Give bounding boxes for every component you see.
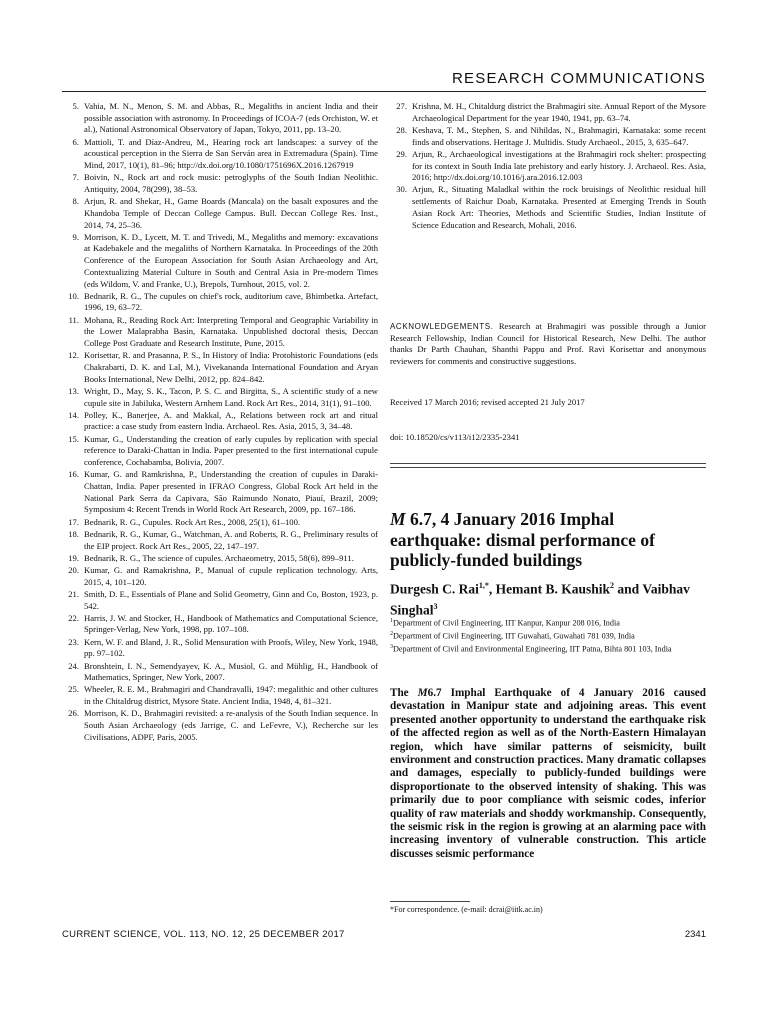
reference-number: 27. — [396, 101, 407, 111]
reference-text: Arjun, R., Situating Maladkal within the rock bruisings of Neolithic residual hill settlements of Raichur Doab, Karnataka. Presented at Emerging Trends in South Asian Rock Art: Theories, Methods and Scientific Studies, Indian Institute of Science Education and Research, Mohali, 2016. — [412, 184, 706, 230]
reference-text: Bednarik, R. G., Kumar, G., Watchman, A. and Roberts, R. G., Preliminary results of the EIP project. Rock Art Res., 2005, 22, 147–197. — [84, 528, 378, 551]
reference-number: 22. — [68, 612, 79, 623]
reference-text: Mattioli, T. and Díaz-Andreu, M., Hearing rock art landscapes: a survey of the acoustical perception in the Sierra de San Serván area in Extremadura (Spain). Time Mind, 2017, 10(1), 81–96; http://dx.doi.org/10.1080/1751696X.2016.1267919 — [84, 136, 378, 171]
reference-text: Krishna, M. H., Chitaldurg district the Brahmagiri site. Annual Report of the Mysore Archaeological Department for the year 1940, 1941, pp. 63–74. — [412, 101, 706, 123]
reference-item — [390, 149, 706, 184]
reference-number: 30. — [396, 184, 407, 195]
reference-item — [62, 708, 378, 743]
acknowledgements-heading: ACKNOWLEDGEMENTS. — [390, 322, 494, 331]
reference-item — [62, 589, 378, 612]
article-title: M 6.7, 4 January 2016 Imphal earthquake: dismal performance of publicly-funded buildings — [390, 509, 655, 570]
reference-number: 18. — [68, 528, 79, 539]
reference-number: 24. — [68, 660, 79, 671]
reference-text: Bednarik, R. G., The cupules on chief's rock, auditorium cave, Bhimbetka. Artefact, 1996, 19, 63–72. — [84, 290, 378, 313]
references-left-column — [62, 101, 378, 744]
separator-rule — [390, 463, 706, 464]
reference-text: Boivin, N., Rock art and rock music: petroglyphs of the South Indian Neolithic. Antiquity, 2004, 78(299), 38–53. — [84, 172, 378, 194]
reference-text: Kern, W. F. and Bland, J. R., Solid Mensuration with Proofs, Wiley, New York, 1948, pp. 97–102. — [84, 636, 378, 659]
reference-text: Morrison, K. D., Brahmagiri revisited: a re-analysis of the South Indian sequence. In South Asian Archaeology (eds Jarrige, C. and LeFevre, V.), Recherche sur les Civilisations, ADPF, Paris, 2005. — [84, 708, 378, 742]
reference-item — [62, 101, 378, 136]
reference-item — [62, 410, 378, 433]
doi-line: doi: 10.18520/cs/v113/i12/2335-2341 — [390, 432, 520, 442]
reference-number: 17. — [68, 516, 79, 527]
reference-number: 11. — [68, 314, 79, 325]
article-abstract: The M6.7 Imphal Earthquake of 4 January 2016 caused devastation in Manipur state and adjoining areas. This event presented another opportunity to understand the earthquake risk of the affected region as well as of the North-Eastern Himalayan region, which have similar patterns of seismicity, built environment and construction practices. Many dramatic collapses and damages, especially to publicly-funded buildings were disproportionate to the observed intensity of shaking. This was primarily due to poor compliance with seismic codes, inferior quality of raw materials and shoddy workmanship. Consequently, the seismic risk in the region is growing at an alarming pace with increasing inventory of vulnerable construction. This article discusses seismic performance — [390, 687, 706, 860]
received-date: Received 17 March 2016; revised accepted 21 July 2017 — [390, 397, 585, 407]
reference-item — [62, 137, 378, 172]
reference-item — [62, 637, 378, 660]
reference-text: Morrison, K. D., Lycett, M. T. and Trivedi, M., Megaliths and memory: excavations at Kadebakele and the megaliths of Northern Karnataka. In Proceedings of the 20th Conference of the European Association for South Asian Archaeology and Art, Contextualizing Material Culture in South and Central Asia in Pre-modern Times (eds Wildom, V. and Franke, U.), Brepols, Turnhout, 2015, vol. 2. — [84, 231, 378, 289]
reference-number: 15. — [68, 433, 79, 444]
reference-text: Bednarik, R. G., Cupules. Rock Art Res., 2008, 25(1), 61–100. — [84, 516, 301, 527]
reference-text: Wright, D., May, S. K., Tacon, P. S. C. and Birgitta, S., A scientific study of a new cupule site in Jabiluka, Western Arnhem Land. Rock Art Res., 2014, 31(1), 91–100. — [84, 385, 378, 408]
reference-item — [62, 613, 378, 636]
reference-item — [62, 386, 378, 409]
reference-number: 26. — [68, 708, 79, 719]
reference-text: Keshava, T. M., Stephen, S. and Nihildas, N., Brahmagiri, Karnataka: some recent finds and observations. Heritage J. Multidis. Study Archaeol., 2015, 3, 635–647. — [412, 124, 706, 147]
reference-number: 8. — [72, 196, 79, 207]
reference-number: 20. — [68, 564, 79, 575]
references-right-column — [390, 101, 706, 232]
reference-number: 5. — [72, 101, 79, 111]
reference-text: Kumar, G., Understanding the creation of early cupules by replication with special reference to Daraki-Chattan in India. Paper presented to the first international cupule conference, Cochabamba, Bolivia, 2007. — [84, 433, 378, 468]
reference-text: Arjun, R., Archaeological investigations at the Brahmagiri rock shelter: prospecting for its context in South India late prehistory and early history. J. Archaeol. Res. Asia, 2016; http://dx.doi.org/10.1016/j.ara.2016.12.003 — [412, 148, 706, 183]
reference-item — [62, 517, 378, 529]
reference-item — [62, 434, 378, 469]
article-affiliations — [390, 616, 706, 655]
reference-item — [62, 469, 378, 516]
reference-text: Korisettar, R. and Prasanna, P. S., In History of India: Protohistoric Foundations (eds Chakrabarti, D. K. and Lal, M.), Vivekananda International Foundation and Aryan Books International, New Delhi, 2012, pp. 824–842. — [84, 350, 378, 384]
correspondence-footnote: *For correspondence. (e-mail: dcrai@iitk.ac.in) — [390, 905, 543, 914]
reference-item — [62, 232, 378, 291]
header-rule — [62, 91, 706, 92]
reference-number: 23. — [68, 636, 79, 647]
reference-item — [62, 529, 378, 552]
reference-number: 14. — [68, 409, 79, 420]
reference-item — [390, 125, 706, 148]
reference-text: Wheeler, R. E. M., Brahmagiri and Chandravalli, 1947: megalithic and other cultures in the Chitaldrug district, Mysore State. Ancient India, 1948, 4, 81–321. — [84, 684, 378, 707]
reference-text: Bednarik, R. G., The science of cupules. Archaeometry, 2015, 58(6), 899–911. — [84, 552, 354, 563]
reference-item — [62, 196, 378, 231]
reference-item — [390, 184, 706, 231]
acknowledgements — [390, 321, 706, 368]
reference-item — [62, 172, 378, 195]
reference-text: Kumar, G. and Ramakrishna, P., Manual of cupule replication technology. Arts, 2015, 4, 101–120. — [84, 564, 378, 587]
reference-text: Arjun, R. and Shekar, H., Game Boards (Mancala) on the basalt exposures and the Khandoba Temple of Deccan College Campus. Bull. Deccan College Res. Inst., 2014, 74, 25–36. — [84, 196, 378, 230]
reference-text: Vahia, M. N., Menon, S. M. and Abbas, R., Megaliths in ancient India and their possible association with astronomy. In Proceedings of ICOA-7 (eds Orchiston, W. et al.), National Astronomical Observatory of Japan, Tokyo, 2011, pp. 13–20. — [84, 101, 378, 135]
reference-item — [62, 565, 378, 588]
reference-number: 16. — [68, 469, 79, 480]
affiliation-line: $^2$Department of Civil Engineering, IIT Guwahati, Guwahati 781 039, India — [390, 630, 635, 641]
article-authors: Durgesh C. Rai$^{1,*}$, Hemant B. Kaushik$^2$ and Vaibhav Singhal$^3$ — [390, 581, 690, 618]
affiliation-line: $^1$Department of Civil Engineering, IIT Kanpur, Kanpur 208 016, India — [390, 618, 620, 628]
journal-footer: CURRENT SCIENCE, VOL. 113, NO. 12, 25 DECEMBER 2017 — [62, 929, 345, 940]
reference-item — [62, 350, 378, 385]
reference-text: Bronshtein, I. N., Semendyayev, K. A., Musiol, G. and Mühlig, H., Handbook of Mathematics, Springer, New York, 2007. — [84, 660, 378, 683]
reference-number: 10. — [68, 290, 79, 301]
page-number: 2341 — [684, 929, 706, 940]
reference-number: 7. — [72, 172, 79, 183]
reference-text: Polley, K., Banerjee, A. and Makkal, A., Relations between rock art and ritual practice: a case study from eastern India. Archaeol. Res. Asia, 2015, 3, 34–48. — [84, 409, 378, 432]
reference-number: 25. — [68, 684, 79, 695]
reference-item — [62, 684, 378, 707]
reference-item — [62, 315, 378, 350]
reference-number: 19. — [68, 552, 79, 563]
acknowledgements-text: Research at Brahmagiri was possible through a Junior Research Fellowship, Indian Council for Historical Research, New Delhi. The author thanks Dr Parth Chauhan, Shanthi Pappu and Prof. Ravi Korisettar and anonymous reviewers for comments and constructive suggestions. — [390, 321, 707, 367]
reference-number: 28. — [396, 124, 407, 135]
reference-number: 29. — [396, 148, 407, 159]
reference-item — [62, 661, 378, 684]
reference-number: 6. — [72, 136, 79, 147]
reference-text: Harris, J. W. and Stocker, H., Handbook of Mathematics and Computational Science, Springer-Verlag, New York, 1998, pp. 107–108. — [84, 612, 378, 635]
reference-number: 12. — [68, 350, 79, 361]
reference-text: Smith, D. E., Essentials of Plane and Solid Geometry, Ginn and Co, Boston, 1923, p. 542. — [84, 588, 378, 611]
reference-item — [390, 101, 706, 124]
section-header: RESEARCH COMMUNICATIONS — [452, 70, 706, 87]
footnote-rule — [390, 901, 470, 902]
separator-rule-2 — [390, 467, 706, 468]
reference-item — [62, 291, 378, 314]
reference-number: 9. — [72, 231, 79, 242]
reference-number: 13. — [68, 385, 79, 396]
reference-number: 21. — [68, 588, 79, 599]
reference-item — [62, 553, 378, 565]
reference-text: Kumar, G. and Ramkrishna, P., Understanding the creation of cupules in Daraki-Chattan, India. Paper presented in IFRAO Congress, Global Rock Art held in the National Park Serra da Capivara, São Raimundo Nonato, Piauí, Brazil, 2009; Symposium 4: Recent Trends in World Rock Art Research, 2009, pp. 167–186. — [84, 469, 378, 515]
reference-text: Mohana, R., Reading Rock Art: Interpreting Temporal and Geographic Variability in the Lower Malaprabha Basin, Karnataka. Unpublished doctoral thesis, Deccan College Post Graduate and Research Institute, Pune, 2015. — [84, 314, 378, 349]
affiliation-line: $^3$Department of Civil and Environmental Engineering, IIT Patna, Bihta 801 103, India — [390, 643, 672, 654]
